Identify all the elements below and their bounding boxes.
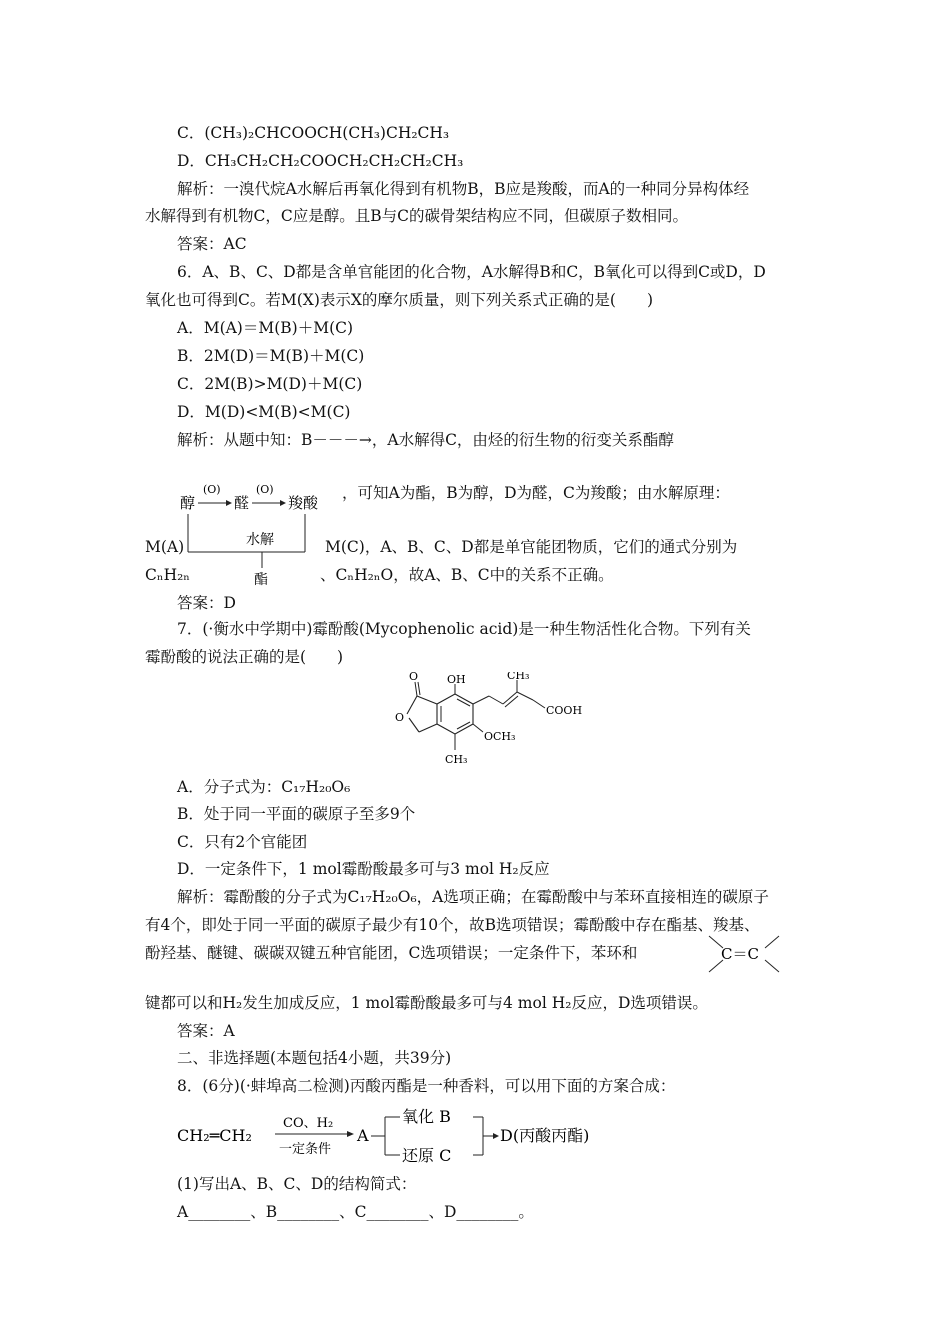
q7-option-a: A．分子式为：C₁₇H₂₀O₆ [177,778,351,796]
q7-stem-line-2: 霉酚酸的说法正确的是( ) [145,648,344,666]
q7-answer: 答案：A [177,1022,235,1040]
scheme-reagent-top: CO、H₂ [283,1116,334,1131]
double-bond-figure [703,928,785,978]
q7-stem-line-1: 7．(·衡水中学期中)霉酚酸(Mycophenolic acid)是一种生物活性化合物。下列有关 [177,620,751,638]
scheme-oxidation: 氧化 B [402,1107,451,1126]
q5-answer: 答案：AC [177,235,247,253]
q7-analysis-line-3: 酚羟基、醚键、碳碳双键五种官能团，C选项错误；一定条件下，苯环和 [145,944,638,962]
diagram-ester: 酯 [254,572,268,588]
double-bond-label: C＝C [721,945,759,963]
structure-cooh: COOH [546,704,583,717]
diagram-oxidant-1: (O) [203,483,221,496]
scheme-reagent-bottom: 一定条件 [279,1142,332,1157]
scheme-a: A [357,1126,369,1145]
mycophenolic-acid-structure [385,672,600,772]
scheme-start: CH₂═CH₂ [177,1126,252,1145]
diagram-alcohol: 醇 [180,494,196,512]
structure-ch3-bottom: CH₃ [445,753,468,766]
q6-answer: 答案：D [177,594,236,612]
scheme-product: D(丙酸丙酯) [500,1126,590,1145]
q6-option-b: B．2M(D)＝M(B)＋M(C) [177,347,365,365]
diagram-hydrolysis: 水解 [246,532,274,548]
q8-synthesis-scheme [175,1103,635,1165]
q5-analysis-line-1: 解析：一溴代烷A水解后再氧化得到有机物B，B应是羧酸，而A的一种同分异构体经 [177,180,750,198]
structure-ring-o: O [395,711,405,724]
q6-option-c: C．2M(B)>M(D)＋M(C) [177,375,363,393]
q8-answer-blanks: A________、B________、C________、D________。 [177,1203,534,1221]
section-2-title: 二、非选择题(本题包括4小题，共39分) [177,1049,452,1067]
q6-option-d: D．M(D)<M(B)<M(C) [177,403,351,421]
diagram-aldehyde: 醛 [234,494,250,512]
scheme-reduction: 还原 C [402,1146,452,1165]
q6-stem-line-2: 氧化也可得到C。若M(X)表示X的摩尔质量，则下列关系式正确的是( ) [145,291,653,309]
structure-carbonyl-o: O [409,672,419,683]
q6-analysis-line-4b: 、CₙH₂ₙO，故A、B、C中的关系不正确。 [320,566,614,584]
q7-option-c: C．只有2个官能团 [177,833,308,851]
q6-option-a: A．M(A)＝M(B)＋M(C) [177,319,354,337]
q5-analysis-line-2: 水解得到有机物C，C应是醇。且B与C的碳骨架结构应不同，但碳原子数相同。 [145,207,688,225]
structure-ch3-top: CH₃ [507,672,530,682]
q7-analysis-line-1: 解析：霉酚酸的分子式为C₁₇H₂₀O₆，A选项正确；在霉酚酸中与苯环直接相连的碳原子 [177,888,769,906]
q5-option-d: D．CH₃CH₂CH₂COOCH₂CH₂CH₂CH₃ [177,152,464,170]
q6-analysis-line-1: 解析：从题中知：B－－－→，A水解得C，由烃的衍生物的衍变关系酯醇 [177,431,674,449]
q7-option-b: B．处于同一平面的碳原子至多9个 [177,805,416,823]
q6-analysis-line-3b: M(C)，A、B、C、D都是单官能团物质，它们的通式分别为 [325,538,738,556]
q7-option-d: D．一定条件下，1 mol霉酚酸最多可与3 mol H₂反应 [177,860,550,878]
q6-analysis-line-3a: M(A) [145,538,185,556]
q5-option-c: C．(CH₃)₂CHCOOCH(CH₃)CH₂CH₃ [177,124,450,142]
q6-conversion-diagram [170,476,340,588]
diagram-acid: 羧酸 [288,494,319,512]
structure-oh: OH [447,673,466,686]
q7-analysis-line-2: 有4个，即处于同一平面的碳原子最少有10个，故B选项错误；霉酚酸中存在酯基、羧基、 [145,916,760,934]
q6-analysis-line-4a: CₙH₂ₙ [145,566,191,584]
q6-stem-line-1: 6．A、B、C、D都是含单官能团的化合物，A水解得B和C，B氧化可以得到C或D，D [177,263,766,281]
q8-stem: 8．(6分)(·蚌埠高二检测)丙酸丙酯是一种香料，可以用下面的方案合成： [177,1077,676,1095]
q8-part1: (1)写出A、B、C、D的结构简式： [177,1175,417,1193]
structure-och3: OCH₃ [484,730,516,743]
q7-analysis-line-4: 键都可以和H₂发生加成反应，1 mol霉酚酸最多可与4 mol H₂反应，D选项错误。 [145,994,708,1012]
diagram-oxidant-2: (O) [256,483,274,496]
q6-analysis-line-2: ，可知A为酯，B为醇，D为醛，C为羧酸；由水解原理： [342,484,730,502]
